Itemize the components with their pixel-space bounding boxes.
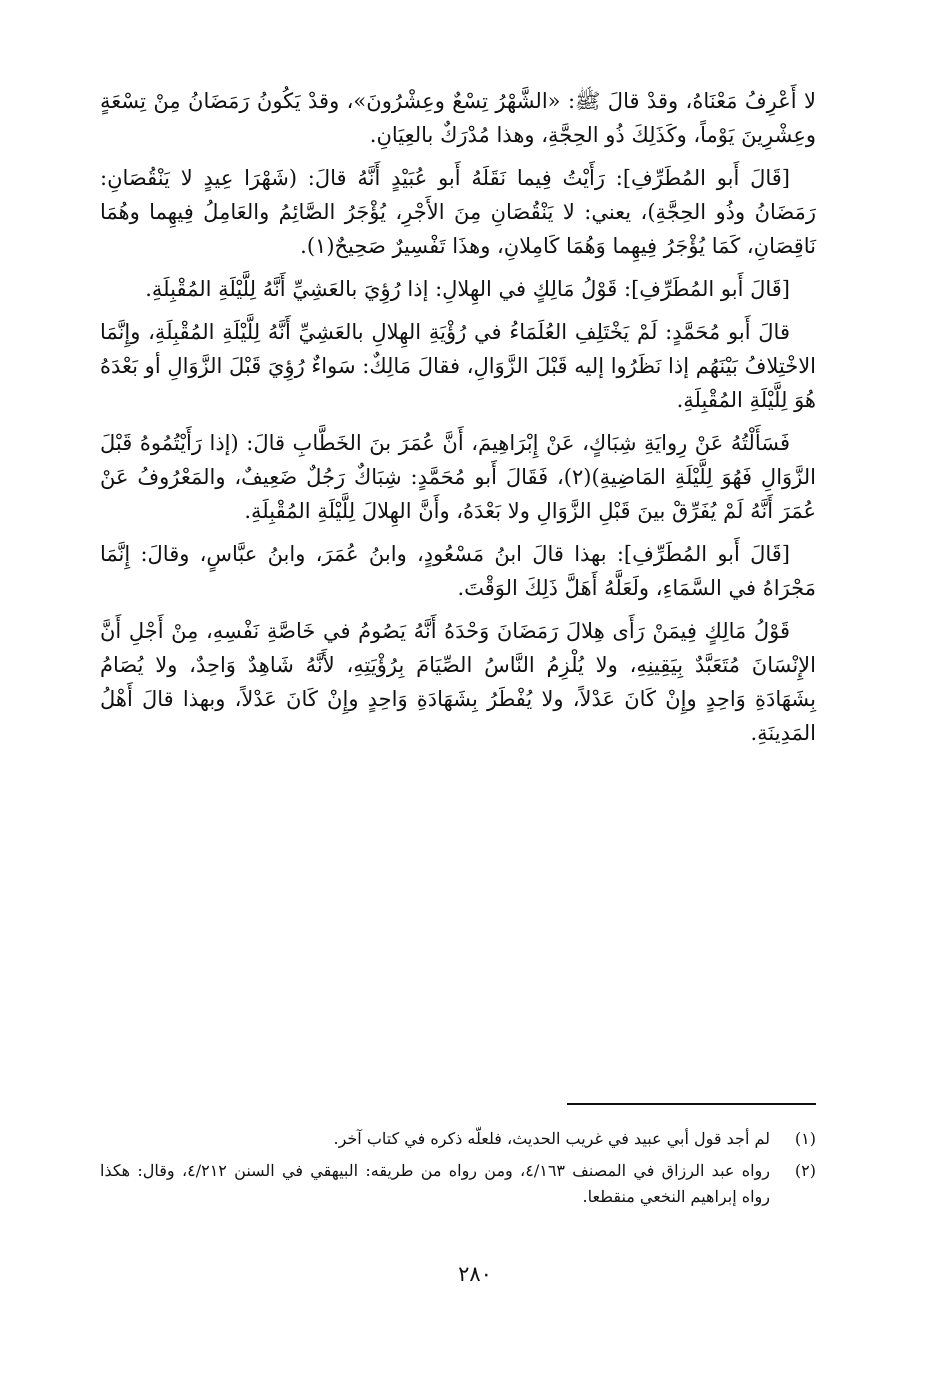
footnote-number: (٢) [794, 1161, 816, 1180]
footnote-divider [567, 1103, 816, 1105]
footnote-1 [100, 1126, 816, 1152]
footnote-text: رواه عبد الرزاق في المصنف ٤/١٦٣، ومن رواه من طريقه: البيهقي في السنن ٤/٢١٢، وقال: هكذا رواه إبراهيم النخعي منقطعا. [100, 1161, 771, 1206]
footnotes [100, 1126, 816, 1216]
paragraph-6: [قَالَ أَبو المُطَرِّفِ]: بهذا قالَ ابنُ مَسْعُودٍ، وابنُ عُمَرَ، وابنُ عبَّاسٍ، وقالَ: إِنَّمَا مَجْرَاهُ في السَّمَاءِ، ولَعَلَّهُ أَهَلَّ ذَلِكَ الوَقْتَ. [100, 542, 816, 600]
paragraph-1: لا أَعْرِفُ مَعْنَاهُ، وقدْ قالَ ﷺ: «الشَّهْرُ تِسْعٌ وعِشْرُونَ»، وقدْ يَكُونُ رَمَضَانُ مِنْ تِسْعَةٍ وعِشْرِينَ يَوْماً، وكَذَلِكَ ذُو الحِجَّةِ، وهذا مُدْرَكٌ بالعِيَانِ. [100, 89, 816, 147]
page-number: ٢٨٠ [458, 1262, 492, 1286]
paragraph-7: قَوْلُ مَالِكٍ فِيمَنْ رَأَى هِلالَ رَمَضَانَ وَحْدَهُ أَنَّهُ يَصُومُ في خَاصَّةِ نَفْسِهِ، مِنْ أَجْلِ أَنَّ الإِنْسَانَ مُتَعَبَّدٌ بِيَقِينِهِ، ولا يُلْزِمُ النَّاسُ الصِّيَامَ بِرُؤْيَتِهِ، لأَنَّهُ شَاهِدٌ وَاحِدٌ، ولا يُصَامُ بِشَهَادَةِ وَاحِدٍ وإِنْ كَانَ عَدْلاً، ولا يُفْطَرُ بِشَهَادَةِ وَاحِدٍ وإِنْ كَانَ عَدْلاً، وبهذا قالَ أَهْلُ المَدِينَةِ. [100, 619, 816, 745]
paragraph-3: [قَالَ أَبو المُطَرِّفِ]: قَوْلُ مَالِكٍ في الهِلالِ: إذا رُؤِيَ بالعَشِيِّ أَنَّهُ لِلَّيْلَةِ المُقْبِلَةِ. [145, 277, 790, 301]
footnote-number: (١) [794, 1129, 816, 1148]
paragraph-2: [قَالَ أَبو المُطَرِّفِ]: رَأَيْتُ فِيما نَقَلَهُ أَبو عُبَيْدٍ أَنَّهُ قالَ: (شَهْرَا عِيدٍ لا يَنْقُصَانِ: رَمَضَانُ وذُو الحِجَّةِ)، يعني: لا يَنْقُصَانِ مِنَ الأَجْرِ، يُؤْجَرُ الصَّائِمُ والعَامِلُ فِيهِما وهُمَا نَاقِصَانِ، كَمَا يُؤْجَرُ فِيهِما وَهُمَا كَامِلانِ، وهذَا تَفْسِيرٌ صَحِيحٌ(١). [100, 166, 816, 258]
paragraph-5: فَسَأَلْتُهُ عَنْ رِوايَةِ شِبَاكٍ، عَنْ إِبْرَاهِيمَ، أَنَّ عُمَرَ بنَ الخَطَّابِ قالَ: (إذا رَأَيْتُمُوهُ قَبْلَ الزَّوَالِ فَهُوَ لِلَّيْلَةِ المَاضِيةِ)(٢)، فَقَالَ أَبو مُحَمَّدٍ: شِبَاكٌ رَجُلٌ ضَعِيفٌ، والمَعْرُوفُ عَنْ عُمَرَ أَنَّهُ لَمْ يُفَرِّقْ بينَ قَبْلِ الزَّوَالِ ولا بَعْدَهُ، وأَنَّ الهِلالَ لِلَّيْلَةِ المُقْبِلَةِ. [100, 431, 816, 523]
footnote-text: لم أجد قول أبي عبيد في غريب الحديث، فلعلّه ذكره في كتاب آخر. [333, 1129, 770, 1148]
footnote-2 [100, 1158, 816, 1210]
paragraph-4: قالَ أَبو مُحَمَّدٍ: لَمْ يَخْتَلِفِ العُلَمَاءُ في رُؤْيَةِ الهِلالِ بالعَشِيِّ أَنَّهُ لِلَّيْلَةِ المُقْبِلَةِ، وإِنَّمَا الاخْتِلافُ بَيْنَهُم إذا نَظَرُوا إليه قَبْلَ الزَّوَالِ، فقالَ مَالِكٌ: سَواءٌ رُؤِيَ قَبْلَ الزَّوَالِ أو بَعْدَهُ هُوَ لِلَّيْلَةِ المُقْبِلَةِ. [100, 320, 816, 412]
main-text [100, 84, 816, 759]
